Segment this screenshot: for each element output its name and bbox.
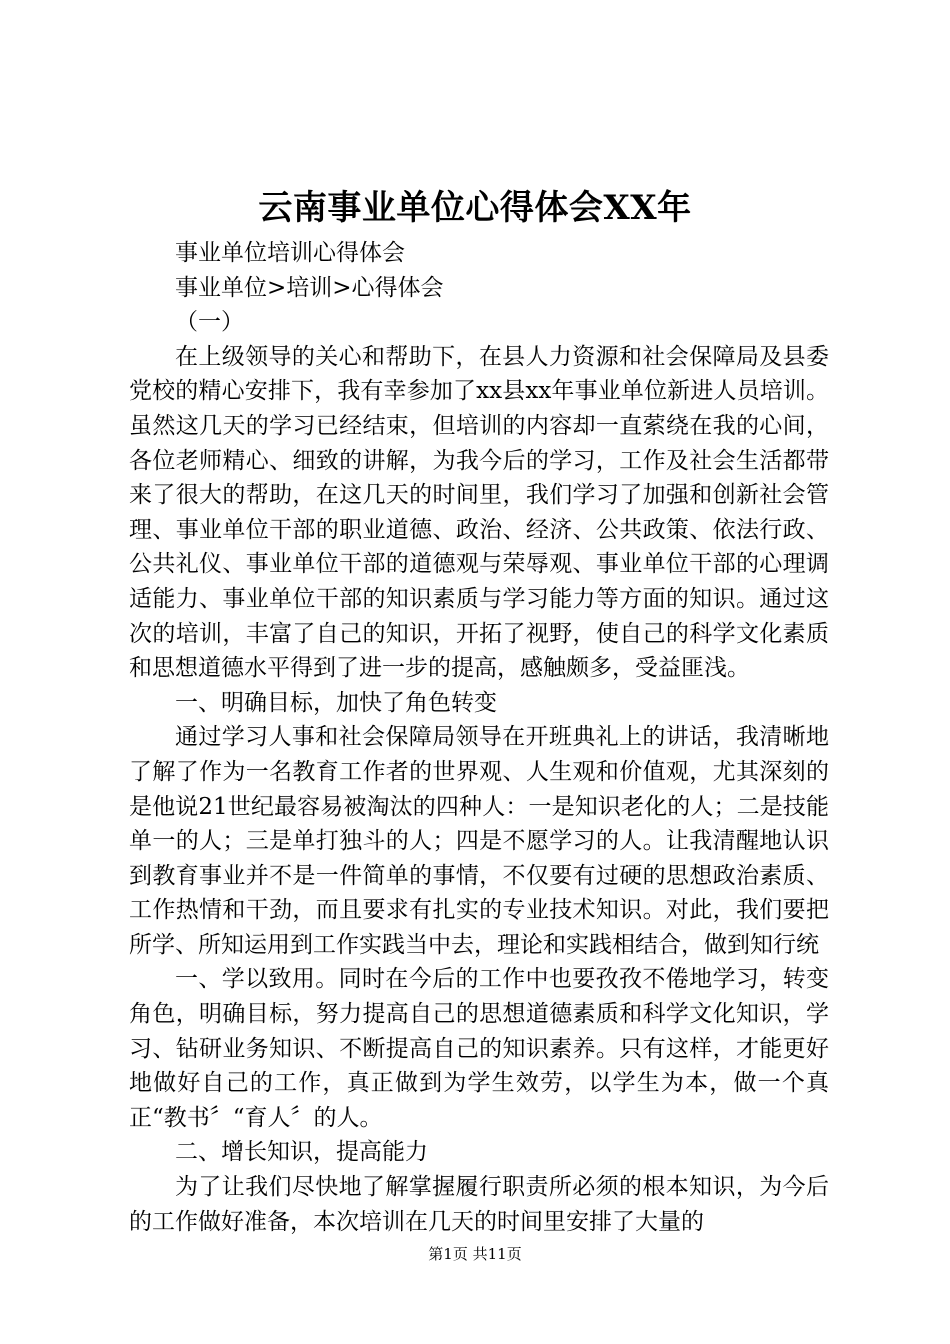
section-number: （一） <box>175 309 244 336</box>
body-paragraph: 一、学以致用。同时在今后的工作中也要孜孜不倦地学习，转变角色，明确目标，努力提高自己的思想道德素质和科学文化知识，学习、钻研业务知识、不断提高自己的知识素养。只有这样，才能更好地做好自己的工作，真正做到为学生效劳，以学生为本，做一个真正“教书〞“育人〞的人。 <box>129 966 829 1131</box>
page-number-footer: 第1页 共11页 <box>428 1245 522 1263</box>
subtitle-line: 事业单位培训心得体会 <box>175 240 405 266</box>
section-heading: 二、增长知识，提高能力 <box>175 1139 428 1166</box>
body-paragraph: 通过学习人事和社会保障局领导在开班典礼上的讲话，我清晰地了解了作为一名教育工作者的世界观、人生观和价值观，尤其深刻的是他说21世纪最容易被淘汰的四种人：一是知识老化的人；二是技能单一的人；三是单打独斗的人；四是不愿学习的人。让我清醒地认识到教育事业并不是一件简单的事情，不仅要有过硬的思想政治素质、工作热情和干劲，而且要求有扎实的专业技术知识。对此，我们要把所学、所知运用到工作实践当中去，理论和实践相结合，做到知行统 <box>129 724 829 958</box>
body-paragraph: 在上级领导的关心和帮助下，在县人力资源和社会保障局及县委党校的精心安排下，我有幸参加了xx县xx年事业单位新进人员培训。虽然这几天的学习已经结束，但培训的内容却一直萦绕在我的心间，各位老师精心、细致的讲解，为我今后的学习，工作及社会生活都带来了很大的帮助，在这几天的时间里，我们学习了加强和创新社会管理、事业单位干部的职业道德、政治、经济、公共政策、依法行政、公共礼仪、事业单位干部的道德观与荣辱观、事业单位干部的心理调适能力、事业单位干部的知识素质与学习能力等方面的知识。通过这次的培训，丰富了自己的知识，开拓了视野，使自己的科学文化素质和思想道德水平得到了进一步的提高，感触颇多，受益匪浅。 <box>129 343 829 682</box>
category-path-line: 事业单位>培训>心得体会 <box>175 274 444 301</box>
section-heading: 一、明确目标，加快了角色转变 <box>175 689 497 716</box>
body-paragraph: 为了让我们尽快地了解掌握履行职责所必须的根本知识，为今后的工作做好准备，本次培训在几天的时间里安排了大量的 <box>129 1174 829 1235</box>
document-body <box>129 236 829 1239</box>
document-title: 云南事业单位心得体会XX年 <box>258 188 692 228</box>
